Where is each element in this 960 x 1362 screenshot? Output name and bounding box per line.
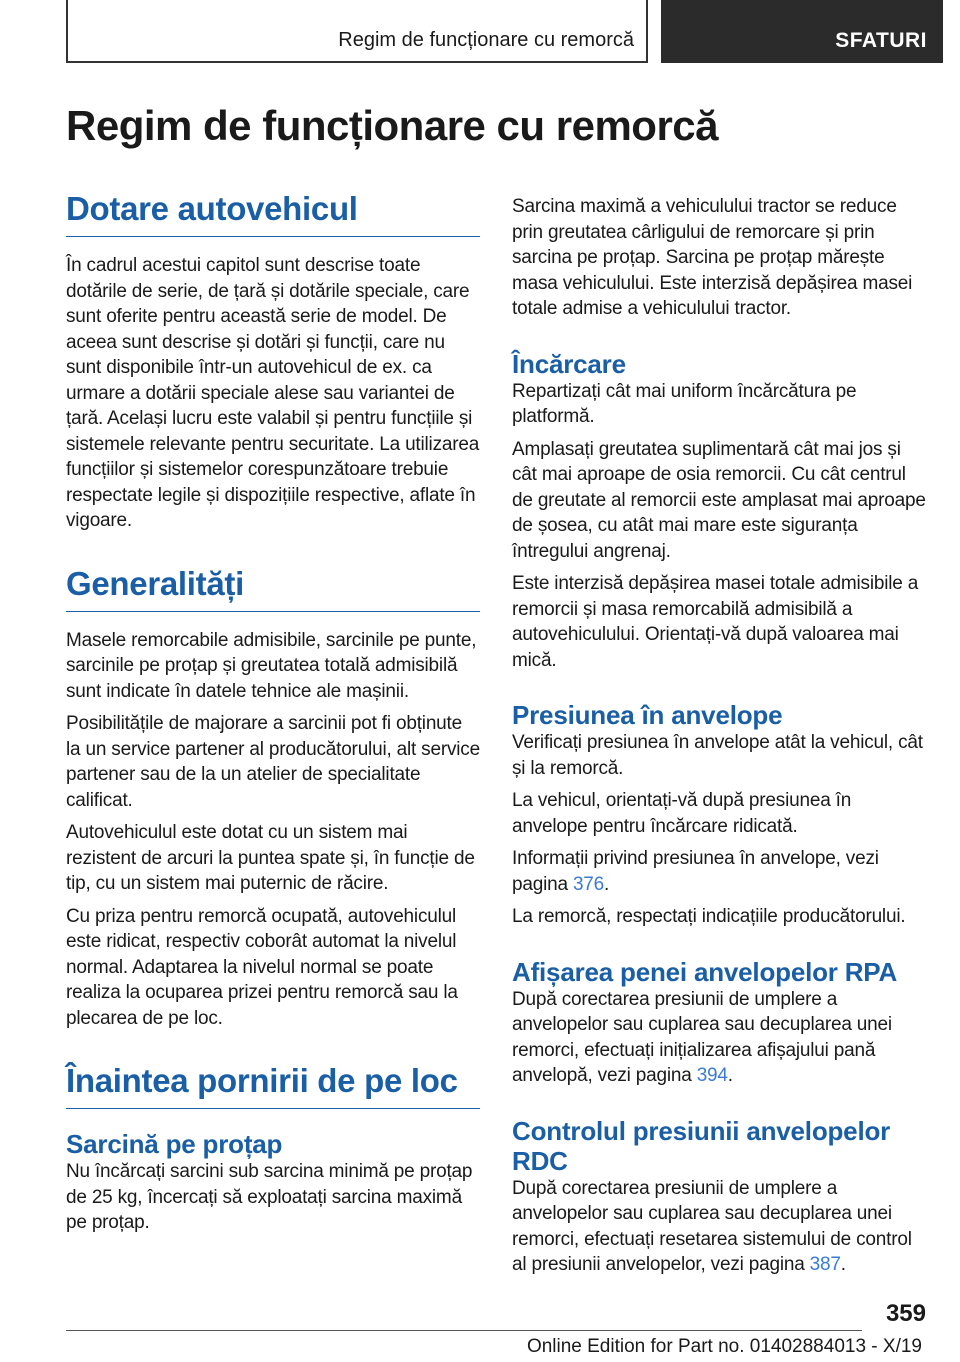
- paragraph-presiunea-3-text: Informații privind presiunea în anvelope, vezi pagina: [512, 848, 879, 895]
- heading-sarcina-pe-protap: Sarcină pe proțap: [66, 1129, 283, 1159]
- right-column: [512, 194, 930, 1285]
- paragraph-rpa: După corectarea presiunii de umplere a anvelopelor sau cuplarea sau decuplarea unei remorci, efectuați inițializarea afișajului pană anvelopă, vezi pagina 394.: [512, 988, 892, 1086]
- page-link-394[interactable]: 394: [696, 1065, 728, 1086]
- paragraph-presiunea-3: Informații privind presiunea în anvelope, vezi pagina 376.: [512, 848, 879, 895]
- paragraph-rpa-text: După corectarea presiunii de umplere a anvelopelor sau cuplarea sau decuplarea unei remorci, efectuați inițializarea afișajului pană anvelopă, vezi pagina: [512, 988, 892, 1086]
- footer-divider: [66, 1330, 862, 1331]
- paragraph-generalitati-4: Cu priza pentru remorcă ocupată, autovehiculul este ridicat, respectiv coborât automat la nivelul normal. Adaptarea la nivelul normal se poate realiza la ocuparea prizei pentru remorcă sau la plecarea de pe loc.: [66, 905, 458, 1029]
- heading-generalitati: Generalități: [66, 565, 480, 612]
- paragraph-incarcare-2: Amplasați greutatea suplimentară cât mai jos și cât mai aproape de osia remorcii. Cu cât centrul de greutate al remorcii este amplasat mai aproape de șosea, cu atât mai mare este siguranța întregului angrenaj.: [512, 438, 926, 562]
- page-number: 359: [885, 1300, 926, 1327]
- paragraph-presiunea-2: La vehicul, orientați-vă după presiunea în anvelope pentru încărcare ridicată.: [512, 790, 852, 837]
- heading-presiunea-in-anvelope: Presiunea în anvelope: [512, 700, 783, 730]
- paragraph-sarcina-pe-protap: Nu încărcați sarcini sub sarcina minimă pe proțap de 25 kg, încercați să exploatați sarcina maximă pe proțap.: [66, 1161, 473, 1233]
- header-chapter-box: [66, 0, 648, 63]
- footer-edition: Online Edition for Part no. 01402884013 - X/19: [526, 1336, 922, 1357]
- page-title: Regim de funcționare cu remorcă: [66, 102, 719, 149]
- page-link-387[interactable]: 387: [809, 1254, 841, 1275]
- paragraph-rdc: După corectarea presiunii de umplere a anvelopelor sau cuplarea sau decuplarea unei remorci, efectuați resetarea sistemului de control al presiunii anvelopelor, vezi pagina 387.: [512, 1177, 912, 1275]
- heading-controlul-presiunii-rdc: Controlul presiunii anvelopelor RDC: [512, 1115, 891, 1176]
- paragraph-presiunea-1: Verificați presiunea în anvelope atât la vehicul, cât și la remorcă.: [512, 732, 923, 779]
- paragraph-dotare: În cadrul acestui capitol sunt descrise toate dotările de serie, de țară și dotările speciale, care sunt oferite pentru această serie de model. De aceea sunt descrise și dotări și funcții, care nu sunt disponibile într-un autovehicul de ex. ca urmare a dotării speciale alese sau variantei de țară. Același lucru este valabil și pentru funcțiile și sistemele relevante pentru securitate. La utilizarea funcțiilor și sistemelor corespunzătoare trebuie respectate legile și dispozițiile respective, aflate în vigoare.: [66, 255, 480, 531]
- header-section-label: SFATURI: [835, 29, 927, 52]
- paragraph-incarcare-3: Este interzisă depășirea masei totale admisibile a remorcii și masa remorcabilă admisibilă a autovehiculului. Orientați-vă după valoarea mai mică.: [512, 573, 919, 671]
- paragraph-rdc-text: După corectarea presiunii de umplere a anvelopelor sau cuplarea sau decuplarea unei remorci, efectuați resetarea sistemului de control al presiunii anvelopelor, vezi pagina: [512, 1177, 912, 1275]
- paragraph-generalitati-3: Autovehiculul este dotat cu un sistem mai rezistent de arcuri la puntea spate și, în funcție de tip, cu un sistem mai puternic de răcire.: [66, 822, 475, 894]
- header-section-box: [661, 0, 943, 63]
- paragraph-generalitati-2: Posibilitățile de majorare a sarcinii pot fi obținute la un service partener al producătorului, alt service partener sau de la un atelier de specialitate calificat.: [66, 713, 480, 811]
- heading-afisarea-penei-rpa: Afișarea penei anvelopelor RPA: [512, 956, 898, 987]
- heading-incarcare: Încărcare: [512, 348, 626, 379]
- paragraph-incarcare-1: Repartizați cât mai uniform încărcătura pe platformă.: [512, 380, 857, 427]
- left-column: [66, 190, 480, 1243]
- page-link-376[interactable]: 376: [572, 873, 605, 895]
- paragraph-generalitati-1: Masele remorcabile admisibile, sarcinile pe punte, sarcinile pe proțap și greutatea totală admisibilă sunt indicate în datele tehnice ale mașinii.: [66, 629, 477, 702]
- heading-inaintea-pornirii: Înaintea pornirii de pe loc: [66, 1062, 480, 1109]
- paragraph-sarcina-maxima: Sarcina maximă a vehiculului tractor se reduce prin greutatea cârligului de remorcare și prin sarcina pe proțap. Sarcina pe proțap mărește masa vehiculului. Este interzisă depășirea masei totale admise a vehiculului tractor.: [512, 196, 913, 319]
- paragraph-presiunea-4: La remorcă, respectați indicațiile producătorului.: [512, 906, 906, 927]
- heading-dotare-autovehicul: Dotare autovehicul: [66, 190, 480, 237]
- header-chapter-title: Regim de funcționare cu remorcă: [338, 29, 634, 51]
